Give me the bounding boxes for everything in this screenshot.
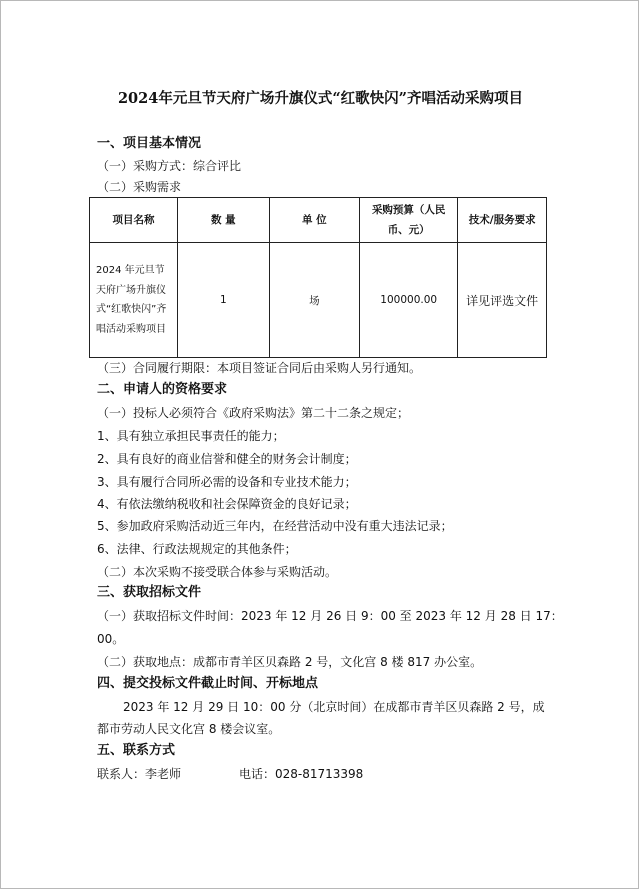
table-header: 数 量: [178, 198, 270, 243]
table-cell-name: 2024 年元旦节天府广场升旗仪式“红歌快闪”齐唱活动采购项目: [90, 243, 178, 358]
table-cell-requirement: 详见评选文件: [458, 243, 547, 358]
table-header-row: [90, 198, 547, 243]
document-time-line2: 00。: [97, 632, 125, 646]
table-header: 单 位: [269, 198, 360, 243]
qualification-item: 6、法律、行政法规规定的其他条件；: [97, 542, 297, 556]
section4-heading: 四、提交投标文件截止时间、开标地点: [97, 676, 319, 691]
qualification-item: 3、具有履行合同所必需的设备和专业技术能力；: [97, 475, 357, 489]
procurement-method: （一）采购方式：综合评比: [97, 159, 242, 173]
table-header: 采购预算（人民币、元）: [360, 198, 458, 243]
section1-heading: 一、项目基本情况: [97, 136, 202, 151]
qualification-item: （一）投标人必须符合《政府采购法》第二十二条之规定；: [97, 406, 410, 420]
table-row: [90, 243, 547, 358]
table-cell-budget: 100000.00: [360, 243, 458, 358]
section2-heading: 二、申请人的资格要求: [97, 382, 228, 397]
requirements-table: [89, 197, 547, 358]
deadline-line1: 2023 年 12 月 29 日 10：00 分（北京时间）在成都市青羊区贝森路 2 号，成: [123, 700, 545, 714]
contract-period: （三）合同履行期限：本项目签证合同后由采购人另行通知。: [97, 361, 422, 375]
contact-person: 联系人：李老师: [97, 767, 182, 781]
qualification-item: 4、有依法缴纳税收和社会保障资金的良好记录；: [97, 497, 357, 511]
procurement-need: （二）采购需求: [97, 180, 182, 194]
section5-heading: 五、联系方式: [97, 743, 176, 758]
table-header: 项目名称: [90, 198, 178, 243]
qualification-item: 5、参加政府采购活动近三年内，在经营活动中没有重大违法记录；: [97, 519, 453, 533]
table-cell-unit: 场: [269, 243, 360, 358]
document-place: （二）获取地点：成都市青羊区贝森路 2 号，文化宫 8 楼 817 办公室。: [97, 655, 483, 669]
table-cell-quantity: 1: [178, 243, 270, 358]
deadline-line2: 都市劳动人民文化宫 8 楼会议室。: [97, 722, 281, 736]
contact-phone: 电话：028-81713398: [239, 767, 364, 781]
document-time-line1: （一）获取招标文件时间：2023 年 12 月 26 日 9：00 至 2023 年 12 月 28 日 17：: [97, 609, 563, 623]
qualification-item: 2、具有良好的商业信誉和健全的财务会计制度；: [97, 452, 357, 466]
qualification-item: 1、具有独立承担民事责任的能力；: [97, 429, 285, 443]
table-header: 技术/服务要求: [458, 198, 547, 243]
section3-heading: 三、获取招标文件: [97, 585, 202, 600]
document-title: 2024年元旦节天府广场升旗仪式“红歌快闪”齐唱活动采购项目: [117, 90, 524, 107]
qualification-item: （二）本次采购不接受联合体参与采购活动。: [97, 565, 338, 579]
